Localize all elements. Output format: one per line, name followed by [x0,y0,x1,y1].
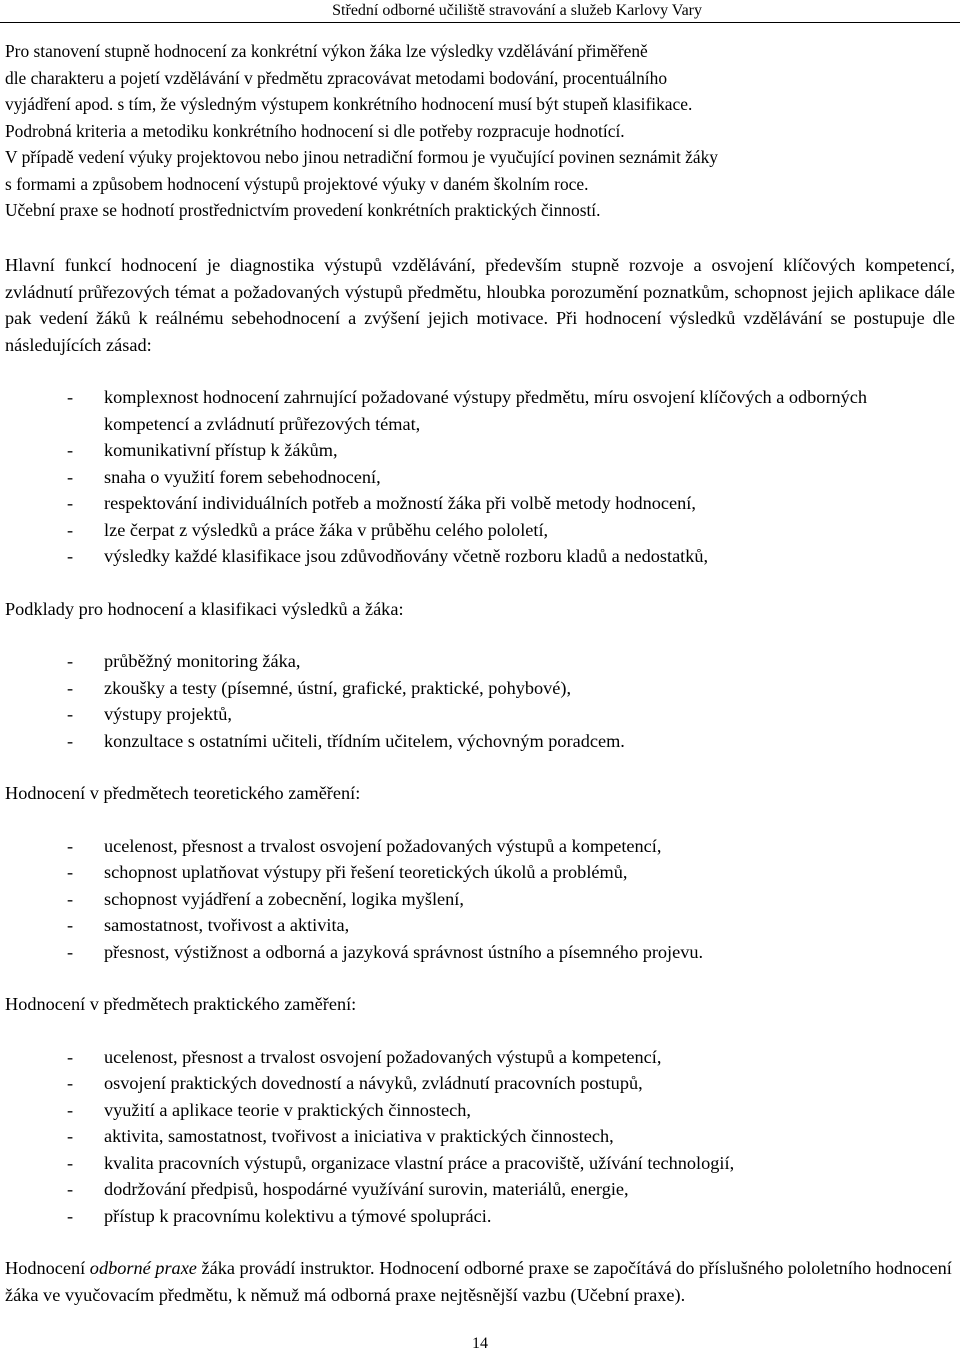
document-header: Střední odborné učiliště stravování a služeb Karlovy Vary [332,2,702,19]
intro-line: dle charakteru a pojetí vzdělávání v předmětu zpracovávat metodami bodování, procentuálního [5,67,668,88]
basis-list [5,648,955,754]
practical-heading: Hodnocení v předmětech praktického zaměření: [5,994,357,1014]
list-item: - přesnost, výstižnost a odborná a jazyková správnost ústního a písemného projevu. [5,939,955,966]
list-item: - lze čerpat z výsledků a práce žáka v průběhu celého pololetí, [5,517,955,544]
list-item: - výsledky každé klasifikace jsou zdůvodňovány včetně rozboru kladů a nedostatků, [5,543,955,570]
list-item: - dodržování předpisů, hospodárné využívání surovin, materiálů, energie, [5,1176,955,1203]
list-item: - komplexnost hodnocení zahrnující požadované výstupy předmětu, míru osvojení klíčových a odborných kompetencí a zvládnutí průřezových témat, [5,384,955,437]
list-item: - ucelenost, přesnost a trvalost osvojení požadovaných výstupů a kompetencí, [5,1044,955,1071]
list-item: - zkoušky a testy (písemné, ústní, grafické, praktické, pohybové), [5,675,955,702]
list-item: - snaha o využití forem sebehodnocení, [5,464,955,491]
list-item: - kvalita pracovních výstupů, organizace vlastní práce a pracoviště, užívání technologií, [5,1150,955,1177]
theoretical-heading: Hodnocení v předmětech teoretického zaměření: [5,783,361,803]
closing-text-end: žáka provádí instruktor. Hodnocení odborné praxe se započítává do příslušného pololetního hodnocení žáka ve vyučovacím předmětu, k němuž má odborná praxe nejtěsnější vazbu (Učební praxe). [5,1258,952,1305]
main-function-paragraph: Hlavní funkcí hodnocení je diagnostika výstupů vzdělávání, především stupně rozvoje a osvojení klíčových kompetencí, zvládnutí průřezových témat a požadovaných výstupů předmětu, hloubka porozumění poznatkům, schopnost jejich aplikace dále pak vedení žáků k reálnému sebehodnocení a zvýšení jejich motivace. Při hodnocení výsledků vzdělávání se postupuje dle následujících zásad: [5,255,955,355]
intro-line: vyjádření apod. s tím, že výsledným výstupem konkrétního hodnocení musí být stupeň klasifikace. [5,94,693,114]
practical-list [5,1044,955,1230]
list-item: - průběžný monitoring žáka, [5,648,955,675]
list-item: - ucelenost, přesnost a trvalost osvojení požadovaných výstupů a kompetencí, [5,833,955,860]
main-content [5,252,955,1308]
intro-line: Učební praxe se hodnotí prostřednictvím provedení konkrétních praktických činností. [5,200,601,220]
list-item: - výstupy projektů, [5,701,955,728]
page-number: 14 [472,1335,488,1352]
intro-line: V případě vedení výuky projektovou nebo jinou netradiční formou je vyučující povinen seznámit žáky [5,147,718,167]
list-item: - osvojení praktických dovedností a návyků, zvládnutí pracovních postupů, [5,1070,955,1097]
list-item: - využití a aplikace teorie v praktických činnostech, [5,1097,955,1124]
principles-list [5,384,955,570]
intro-line: Podrobná kriteria a metodiku konkrétního hodnocení si dle potřeby rozpracuje hodnotící. [5,120,625,141]
closing-emphasis: odborné praxe [89,1258,197,1278]
closing-text-start: Hodnocení [5,1258,90,1278]
list-item: - samostatnost, tvořivost a aktivita, [5,912,955,939]
intro-section [5,38,955,224]
list-item: - přístup k pracovnímu kolektivu a týmové spolupráci. [5,1203,955,1230]
header-divider [0,22,960,23]
list-item: - respektování individuálních potřeb a možností žáka při volbě metody hodnocení, [5,490,955,517]
intro-line: s formami a způsobem hodnocení výstupů projektové výuky v daném školním roce. [5,173,589,194]
list-item: - konzultace s ostatními učiteli, třídním učitelem, výchovným poradcem. [5,728,955,755]
list-item: - schopnost vyjádření a zobecnění, logika myšlení, [5,886,955,913]
list-item: - aktivita, samostatnost, tvořivost a iniciativa v praktických činnostech, [5,1123,955,1150]
theoretical-list [5,833,955,966]
intro-line: Pro stanovení stupně hodnocení za konkrétní výkon žáka lze výsledky vzdělávání přiměřeně [5,41,648,61]
list-item: - schopnost uplatňovat výstupy při řešení teoretických úkolů a problémů, [5,859,955,886]
list-item: - komunikativní přístup k žákům, [5,437,955,464]
basis-heading: Podklady pro hodnocení a klasifikaci výsledků a žáka: [5,598,404,619]
closing-paragraph [5,1255,955,1308]
